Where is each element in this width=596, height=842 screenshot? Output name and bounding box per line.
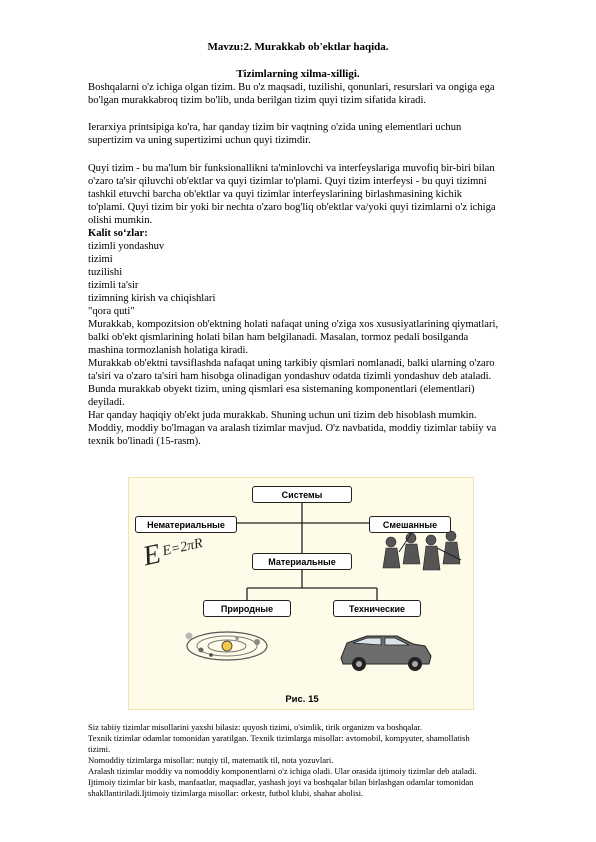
topic-title: Mavzu:2. Murakkab ob'ektlar haqida.: [207, 41, 389, 53]
text-line: balki ob'ekt qismlarining holati bilan ham belgilanadi. Masalan, tormoz pedali bosilganda: [88, 332, 469, 343]
text-line: Murakkab ob'ektni tavsiflashda nafaqat uning tarkibiy qismlari nomlanadi, balki ularning o'zaro: [88, 358, 495, 369]
svg-text:E: E: [140, 538, 164, 573]
text-line: deyiladi.: [88, 397, 125, 408]
keyword-item: tizimi: [88, 254, 113, 265]
mixed-box: Смешанные: [369, 516, 451, 533]
footer-line: Texnik tizimlar odamlar tomonidan yaratilgan. Texnik tizimlarga misollar: avtomobil, kompyuter, shamollatish: [88, 733, 470, 743]
car-illustration: [341, 636, 431, 671]
formula-illustration: [139, 529, 206, 572]
keyword-item: tizimli yondashuv: [88, 241, 165, 252]
text-line: supertizim va uning supertizimi uchun quyi tizimdir.: [88, 135, 311, 146]
footer-line: Ijtimoiy tizimlar bir kasb, manfaatlar, maqsadlar, yashash joyi va boshqalar bilan birlashgan odamlar tomonidan: [88, 777, 474, 787]
text-line: Quyi tizim - bu ma'lum bir funksionallikni ta'minlovchi va interfeyslariga muvofiq bir-biri bilan: [88, 163, 495, 174]
text-line: Murakkab, kompozitsion ob'ektning holati nafaqat uning o'ziga xos xususiyatlarining qiymatlari,: [88, 319, 499, 330]
text-line: mashina tormozlanish holatiga kiradi.: [88, 345, 249, 356]
text-line: texnik bo'linadi (15-rasm).: [88, 436, 201, 447]
keywords-heading: Kalit so‘zlar:: [88, 228, 148, 239]
formula-text: E=2πR: [161, 536, 205, 560]
footer-line: Aralash tizimlar moddiy va nomoddiy komponentlarni o'z ichiga oladi. Ular orasida ijtimoiy tizimlar deb ataladi.: [88, 766, 477, 776]
keyword-item: tizimning kirish va chiqishlari: [88, 293, 216, 304]
text-line: ta'siri va o'zaro ta'siri ham hisobga olinadigan yondashuv odatda tizimli yondashuv deb ataladi.: [88, 371, 492, 382]
systems-figure: [128, 477, 474, 710]
galaxy-illustration: [186, 632, 268, 660]
figure-caption: Рис. 15: [285, 694, 319, 705]
keyword-item: tuzilishi: [88, 267, 123, 278]
keyword-item: "qora quti": [88, 306, 135, 317]
text-line: Moddiy, moddiy bo'lmagan va aralash tizimlar mavjud. O'z navbatida, moddiy tizimlar tabiiy va: [88, 423, 497, 434]
text-line: to'plami. Quyi tizim bir yoki bir nechta o'zaro bog'liq ob'ektlar va/yoki quyi tizimlarni o'z ichiga: [88, 202, 496, 213]
text-line: o'zaro ta'sir qiluvchi ob'ektlar va quyi tizimlar to'plami. Quyi tizim interfeysi - bu quyi tizimni: [88, 176, 487, 187]
footer-line: Siz tabiiy tizimlar misollarini yaxshi bilasiz: quyosh tizimi, o'simlik, tirik organizm va boshqalar.: [88, 722, 422, 732]
text-line: olishi mumkin.: [88, 215, 153, 226]
footer-line: Nomoddiy tizimlarga misollar: nutqiy til, matematik til, nota yozuvlari.: [88, 755, 334, 765]
natural-box: Природные: [203, 600, 291, 617]
text-line: Bunda murakkab obyekt tizim, uning qismlari esa sistemaning komponentlari (elementlari): [88, 384, 475, 395]
text-line: Ierarxiya printsipiga ko'ra, har qanday tizim bir vaqtning o'zida uning elementlari uchun: [88, 122, 462, 133]
text-line: Boshqalarni o'z ichiga olgan tizim. Bu o'z maqsadi, tuzilishi, qonunlari, resurslari va ongiga ega: [88, 82, 495, 93]
keyword-item: tizimli ta'sir: [88, 280, 139, 291]
systems-box: Системы: [252, 486, 352, 503]
footer-line: shakllantiriladi.Ijtimoiy tizimlarga misollar: orkestr, futbol klubi, shahar aholisi.: [88, 788, 364, 798]
technical-box: Технические: [333, 600, 421, 617]
text-line: tashkil etuvchi barcha ob'ektlar va quyi tizimlar interfeyslarining birlashmasining kichik: [88, 189, 463, 200]
figure-illustration: [129, 478, 474, 710]
text-line: Har qanday haqiqiy ob'ekt juda murakkab. Shuning uchun uni tizim deb hisoblash mumkin.: [88, 410, 477, 421]
footer-line: tizimi.: [88, 744, 111, 754]
orchestra-illustration: [383, 528, 461, 570]
text-line: bo'lgan murakkabroq tizim bo'lib, unda berilgan tizim quyi tizim sifatida kiradi.: [88, 95, 427, 106]
nonmaterial-box: Нематериальные: [135, 516, 237, 533]
material-box: Материальные: [252, 553, 352, 570]
section-subtitle: Tizimlarning xilma-xilligi.: [236, 68, 360, 80]
